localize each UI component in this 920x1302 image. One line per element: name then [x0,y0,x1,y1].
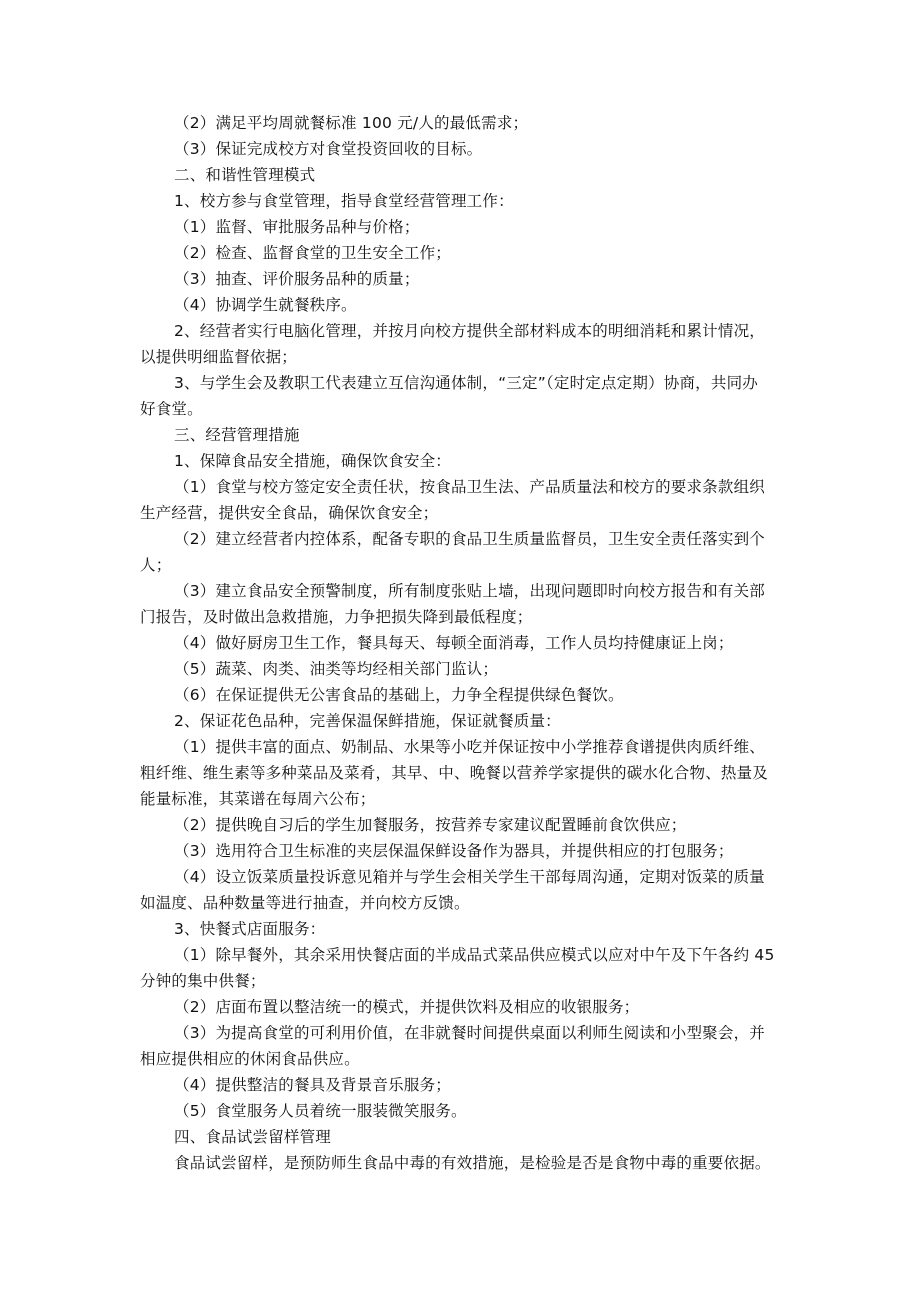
text-line: （4）提供整洁的餐具及背景音乐服务； [174,1076,451,1094]
text-line: 能量标准，其菜谱在每周六公布； [140,790,376,808]
text-line: （2）满足平均周就餐标准 100 元/人的最低需求； [174,114,529,132]
text-line: 以提供明细监督依据； [140,348,298,366]
section-heading: 三、经营管理措施 [174,426,300,444]
text-line: 粗纤维、维生素等多种菜品及菜肴，其早、中、晚餐以营养学家提供的碳水化合物、热量及 [140,764,769,782]
text-line: （5）蔬菜、肉类、油类等均经相关部门监认； [174,660,499,678]
text-line: （3）为提高食堂的可利用价值，在非就餐时间提供桌面以利师生阅读和小型聚会，并 [174,1024,765,1042]
text-line: （4）设立饭菜质量投诉意见箱并与学生会相关学生干部每周沟通，定期对饭菜的质量 [174,868,765,886]
text-line: 食品试尝留样，是预防师生食品中毒的有效措施，是检验是否是食物中毒的重要依据。 [174,1154,771,1172]
text-line: 2、经营者实行电脑化管理，并按月向校方提供全部材料成本的明细消耗和累计情况， [174,322,765,340]
text-line: （6）在保证提供无公害食品的基础上，力争全程提供绿色餐饮。 [174,686,624,704]
section-heading: 四、食品试尝留样管理 [174,1128,332,1146]
text-line: （4）做好厨房卫生工作，餐具每天、每顿全面消毒，工作人员均持健康证上岗； [174,634,734,652]
text-line: 生产经营，提供安全食品，确保饮食安全； [140,504,439,522]
text-line: （2）店面布置以整洁统一的模式，并提供饮料及相应的收银服务； [174,998,640,1016]
text-line: 分钟的集中供餐； [140,972,266,990]
text-line: （2）建立经营者内控体系，配备专职的食品卫生质量监督员，卫生安全责任落实到个 [174,530,765,548]
text-line: 人； [140,556,172,574]
text-line: （5）食堂服务人员着统一服装微笑服务。 [174,1102,467,1120]
text-line: 1、校方参与食堂管理，指导食堂经营管理工作： [174,192,514,210]
text-line: （1）监督、审批服务品种与价格； [174,218,420,236]
text-line: （3）保证完成校方对食堂投资回收的目标。 [174,140,483,158]
section-heading: 二、和谐性管理模式 [174,166,316,184]
text-line: 1、保障食品安全措施，确保饮食安全： [174,452,451,470]
text-line: 2、保证花色品种，完善保温保鲜措施，保证就餐质量： [174,712,561,730]
text-line: 3、快餐式店面服务： [174,920,326,938]
text-line: 如温度、品种数量等进行抽查，并向校方反馈。 [140,894,470,912]
text-line: 好食堂。 [140,400,203,418]
text-line: 3、与学生会及教职工代表建立互信沟通体制，“三定”（定时定点定期）协商，共同办 [174,374,758,392]
text-line: （2）提供晚自习后的学生加餐服务，按营养专家建议配置睡前食饮供应； [174,816,687,834]
text-line: （4）协调学生就餐秩序。 [174,296,357,314]
text-line: 相应提供相应的休闲食品供应。 [140,1050,360,1068]
text-line: （3）抽查、评价服务品种的质量； [174,270,420,288]
text-line: （3）建立食品安全预警制度，所有制度张贴上墙，出现问题即时向校方报告和有关部 [174,582,765,600]
text-line: （3）选用符合卫生标准的夹层保温保鲜设备作为器具，并提供相应的打包服务； [174,842,734,860]
text-line: （1）提供丰富的面点、奶制品、水果等小吃并保证按中小学推荐食谱提供肉质纤维、 [174,738,765,756]
document-body [140,110,800,1176]
text-line: （1）食堂与校方签定安全责任状，按食品卫生法、产品质量法和校方的要求条款组织 [174,478,765,496]
text-line: （1）除早餐外，其余采用快餐店面的半成品式菜品供应模式以应对中午及下午各约 45 [174,946,775,964]
text-line: 门报告，及时做出急救措施，力争把损失降到最低程度； [140,608,533,626]
text-line: （2）检查、监督食堂的卫生安全工作； [174,244,451,262]
